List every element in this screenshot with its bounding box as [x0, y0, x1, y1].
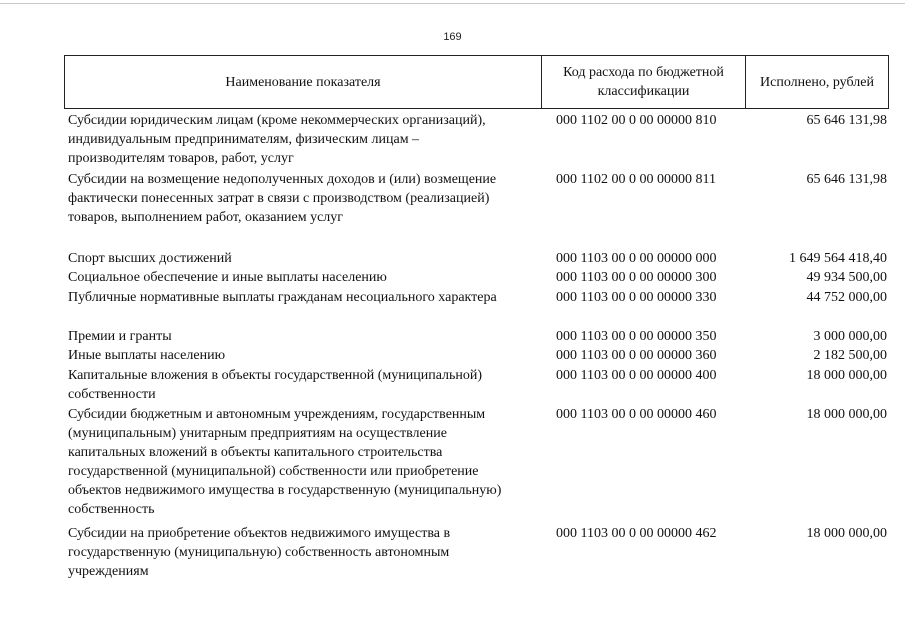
row-name-line: Иные выплаты населению — [68, 348, 226, 363]
row-name-line: фактически понесенных затрат в связи с производством (реализацией) — [68, 191, 490, 206]
row-amount: 1 649 564 418,40 — [789, 251, 887, 266]
row-name — [68, 405, 542, 519]
row-name — [68, 366, 542, 404]
page-number: 169 — [443, 31, 462, 43]
row-code: 000 1102 00 0 00 00000 811 — [556, 172, 716, 187]
table-header — [64, 55, 889, 109]
row-code: 000 1103 00 0 00 00000 462 — [556, 526, 717, 541]
row-amount: 49 934 500,00 — [806, 270, 887, 285]
row-amount: 44 752 000,00 — [806, 290, 887, 305]
row-name-line: собственности — [68, 387, 156, 402]
row-name-line: Субсидии бюджетным и автономным учреждениям, государственным — [68, 407, 486, 422]
row-name-line: Публичные нормативные выплаты гражданам несоциального характера — [68, 290, 497, 305]
row-amount: 3 000 000,00 — [813, 329, 887, 344]
row-name — [68, 111, 542, 168]
row-name — [68, 524, 542, 581]
row-name-line: (муниципальным) унитарным предприятиям на осуществление — [68, 426, 447, 441]
row-name-line: Субсидии на приобретение объектов недвижимого имущества в — [68, 526, 451, 541]
row-name-line: капитальных вложений в объекты капитального строительства — [68, 445, 443, 460]
row-code: 000 1103 00 0 00 00000 300 — [556, 270, 717, 285]
column-header-amount: Исполнено, рублей — [760, 74, 874, 90]
row-name-line: Субсидии на возмещение недополученных доходов и (или) возмещение — [68, 172, 497, 187]
row-name — [68, 268, 542, 287]
row-amount: 18 000 000,00 — [806, 368, 887, 383]
row-name — [68, 288, 542, 307]
row-name-line: производителям товаров, работ, услуг — [68, 151, 294, 166]
row-amount: 65 646 131,98 — [806, 113, 887, 128]
scan-edge-line — [0, 3, 905, 4]
row-name — [68, 327, 542, 346]
row-code: 000 1103 00 0 00 00000 360 — [556, 348, 717, 363]
row-name-line: Капитальные вложения в объекты государственной (муниципальной) — [68, 368, 483, 383]
row-name-line: Субсидии юридическим лицам (кроме некоммерческих организаций), — [68, 113, 486, 128]
row-name-line: государственную (муниципальную) собственность автономным — [68, 545, 450, 560]
row-amount: 18 000 000,00 — [806, 407, 887, 422]
row-amount: 18 000 000,00 — [806, 526, 887, 541]
row-code: 000 1102 00 0 00 00000 810 — [556, 113, 717, 128]
row-amount: 65 646 131,98 — [806, 172, 887, 187]
row-name — [68, 249, 542, 268]
row-name-line: государственной (муниципальной) собственности или приобретение — [68, 464, 479, 479]
row-name-line: Спорт высших достижений — [68, 251, 232, 266]
row-name-line: индивидуальным предпринимателям, физическим лицам – — [68, 132, 420, 147]
row-name-line: учреждениям — [68, 564, 149, 579]
row-amount: 2 182 500,00 — [813, 348, 887, 363]
row-name — [68, 346, 542, 365]
column-header-code: Код расхода по бюджетной классификации — [542, 56, 746, 108]
row-code: 000 1103 00 0 00 00000 400 — [556, 368, 717, 383]
row-name-line: товаров, выполнением работ, оказанием услуг — [68, 210, 344, 225]
row-code: 000 1103 00 0 00 00000 350 — [556, 329, 717, 344]
row-code: 000 1103 00 0 00 00000 330 — [556, 290, 717, 305]
row-name-line: объектов недвижимого имущества в государственную (муниципальную) — [68, 483, 502, 498]
column-header-name: Наименование показателя — [65, 56, 542, 108]
row-code: 000 1103 00 0 00 00000 460 — [556, 407, 717, 422]
row-name-line: Социальное обеспечение и иные выплаты населению — [68, 270, 387, 285]
row-name — [68, 170, 542, 227]
row-code: 000 1103 00 0 00 00000 000 — [556, 251, 717, 266]
row-name-line: собственность — [68, 502, 155, 517]
row-name-line: Премии и гранты — [68, 329, 172, 344]
